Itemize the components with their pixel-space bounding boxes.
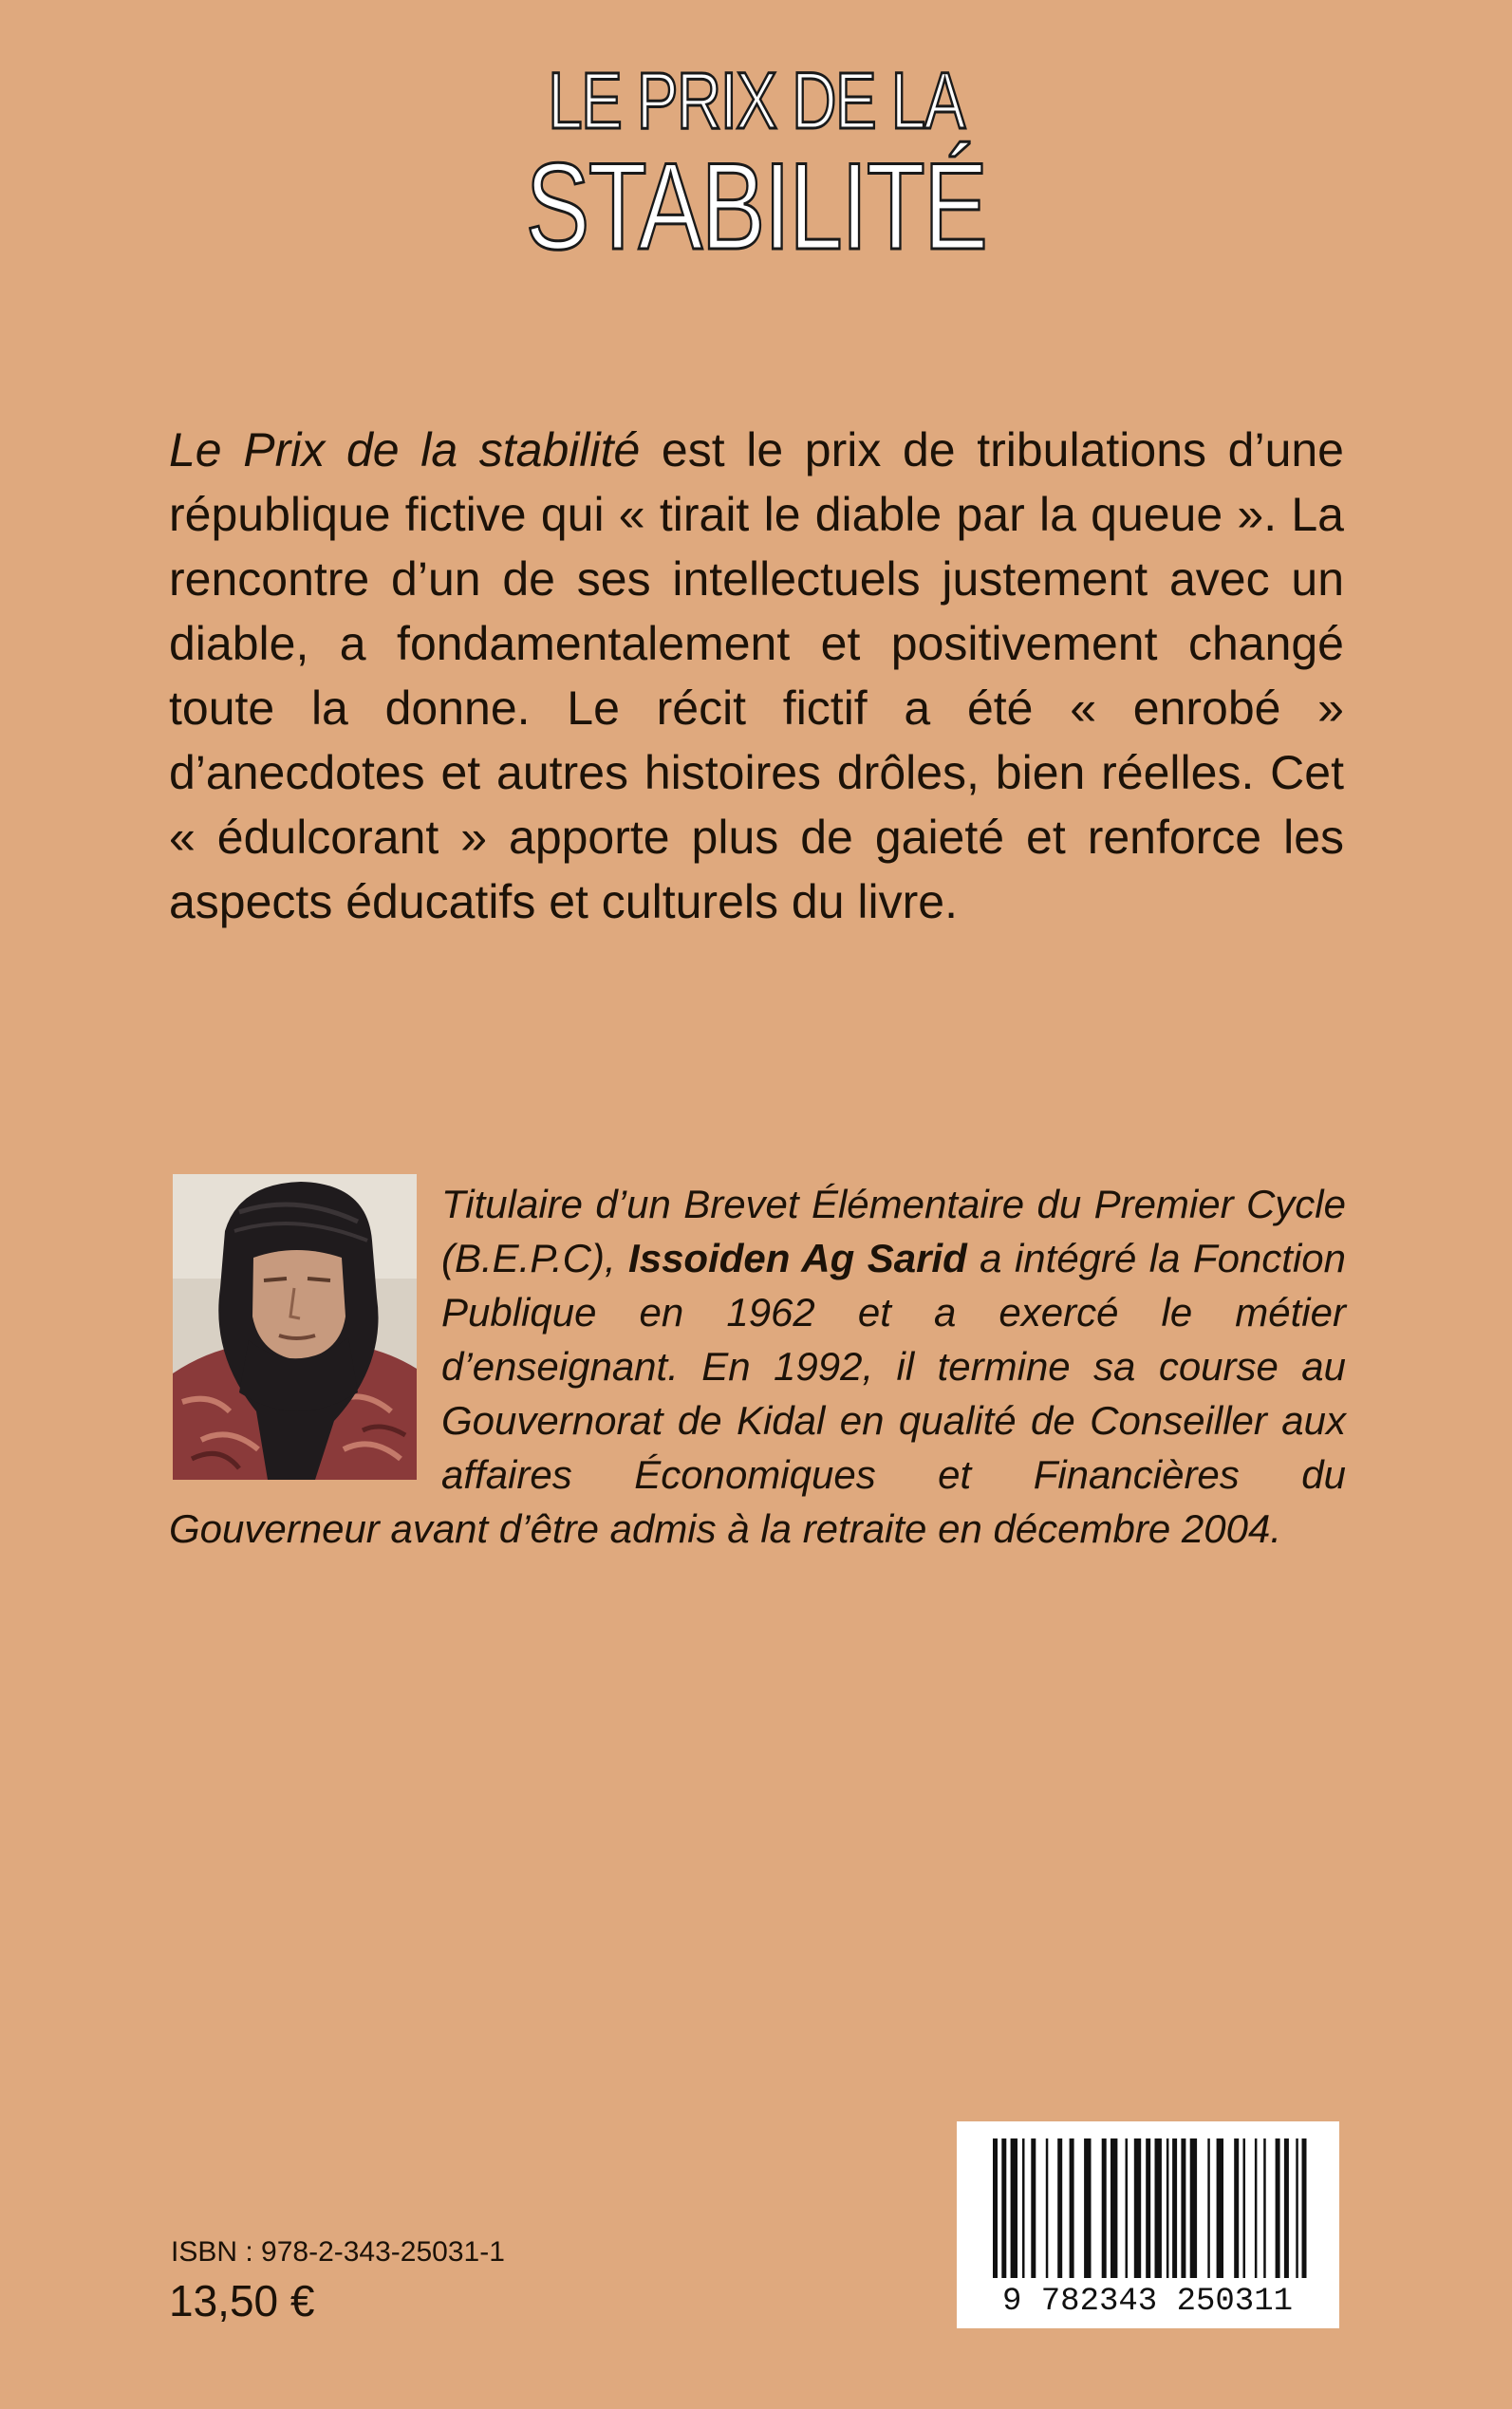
barcode-bar xyxy=(1031,2138,1036,2278)
barcode xyxy=(957,2121,1339,2328)
barcode-bar xyxy=(993,2138,998,2278)
blurb-book-title: Le Prix de la stabilité xyxy=(169,423,641,476)
photo-spacer xyxy=(169,1177,441,1471)
author-biography xyxy=(169,1177,1346,1556)
barcode-digits: 9 782343 250311 xyxy=(1001,2284,1294,2320)
barcode-bar xyxy=(1011,2138,1017,2278)
barcode-bar xyxy=(1284,2138,1289,2278)
barcode-bar xyxy=(1296,2138,1298,2278)
barcode-bar xyxy=(1102,2138,1107,2278)
title-line-1: LE PRIX DE LA xyxy=(548,56,964,145)
barcode-bar xyxy=(1207,2138,1210,2278)
barcode-bar xyxy=(1001,2138,1006,2278)
barcode-bar xyxy=(1255,2138,1258,2278)
barcode-bar xyxy=(1190,2138,1197,2278)
barcode-bar xyxy=(1217,2138,1223,2278)
barcode-bar xyxy=(1022,2138,1025,2278)
isbn-label: ISBN : 978-2-343-25031-1 xyxy=(171,2236,505,2268)
barcode-graphic xyxy=(957,2121,1339,2328)
price-label: 13,50 € xyxy=(169,2276,315,2325)
barcode-bar xyxy=(1302,2138,1307,2278)
barcode-bar xyxy=(1070,2138,1074,2278)
barcode-bar xyxy=(1263,2138,1266,2278)
barcode-bar xyxy=(1146,2138,1150,2278)
barcode-bar xyxy=(1172,2138,1177,2278)
back-cover-blurb xyxy=(169,418,1344,934)
barcode-bar xyxy=(1134,2138,1141,2278)
barcode-bar xyxy=(1084,2138,1091,2278)
barcode-bar xyxy=(1181,2138,1185,2278)
blurb-text: est le prix de tribulations d’une république fictive qui « tirait le diable par la queue ». La rencontre d’un de ses intellectuels justement avec un diable, a fondamentalement et positivement changé toute la donne. Le récit fictif a été « enrobé » d’anecdotes et autres histoires drôles, bien réelles. Cet « édulcorant » apporte plus de gaieté et renforce les aspects éducatifs et culturels du livre. xyxy=(169,423,1344,928)
barcode-bar xyxy=(1046,2138,1049,2278)
barcode-bar xyxy=(1126,2138,1129,2278)
title-line-2: STABILITÉ xyxy=(525,137,987,275)
book-title-heading xyxy=(0,56,1512,275)
bio-intro: Titulaire d’un Brevet Élémentaire du Premier Cycle (B.E.P.C), xyxy=(441,1182,1346,1280)
author-name: Issoiden Ag Sarid xyxy=(628,1236,967,1280)
barcode-bar xyxy=(1111,2138,1117,2278)
barcode-bar xyxy=(1057,2138,1062,2278)
barcode-bar xyxy=(1155,2138,1162,2278)
barcode-bar xyxy=(1276,2138,1280,2278)
barcode-bar xyxy=(1243,2138,1246,2278)
bio-rest: a intégré la Fonction Publique en 1962 et a exercé le métier d’enseignant. En 1992, il termine sa course au Gouvernorat de Kidal en qualité de Conseiller aux affaires Économiques et Financières du Gouverneur avant d’être admis à la retraite en décembre 2004. xyxy=(169,1236,1347,1551)
barcode-bar xyxy=(1167,2138,1169,2278)
barcode-bar xyxy=(1234,2138,1239,2278)
